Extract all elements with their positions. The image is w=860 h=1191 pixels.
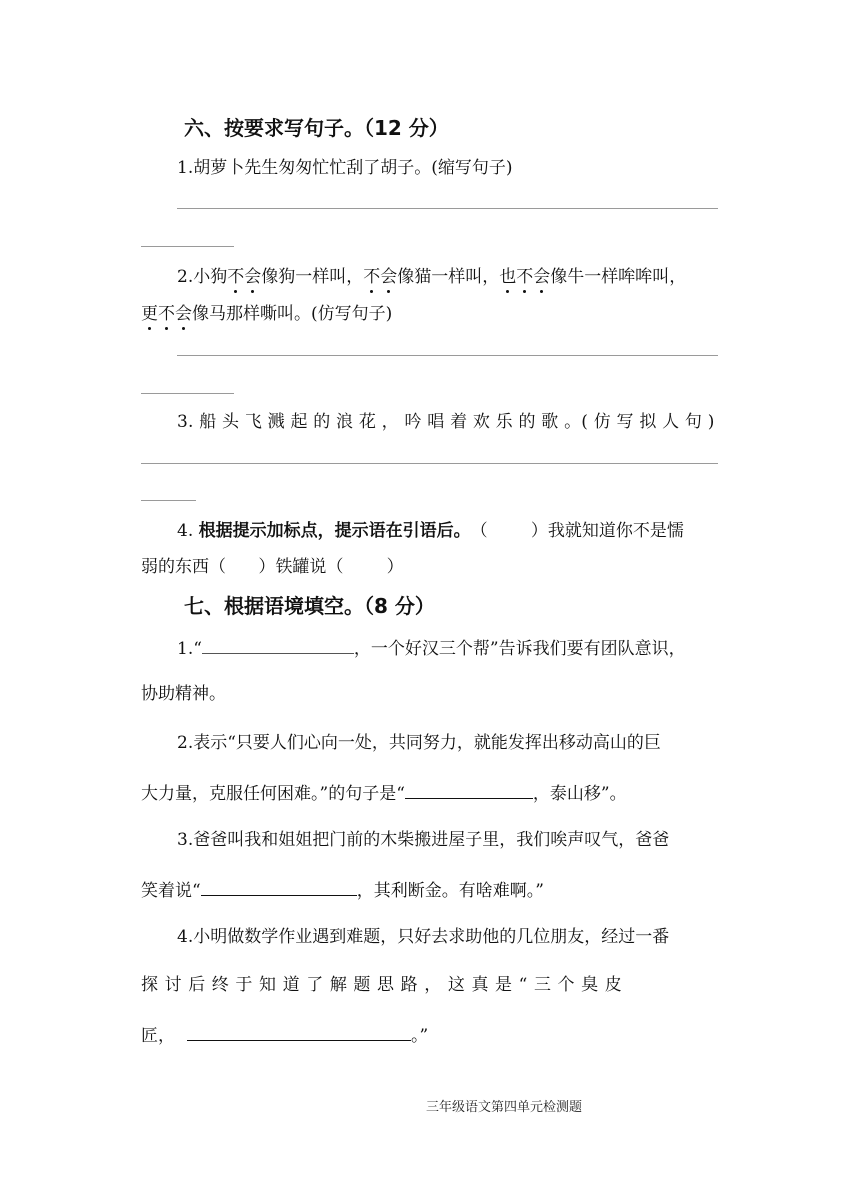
q62-text-g: 像牛一样哞哞叫， <box>550 267 687 287</box>
q64-number: 4. <box>177 521 199 541</box>
fill-blank-7-3[interactable] <box>201 877 357 896</box>
page-footer: 三年级语文第四单元检测题 <box>426 1100 583 1115</box>
q64-line2-b: 铁罐说 <box>275 557 327 577</box>
question-7-1-line-2: 协助精神。 <box>141 684 226 704</box>
q72-line2-a: 大力量，克服任何困难。”的句子是“ <box>141 784 405 804</box>
answer-line-6-3b[interactable] <box>141 500 196 501</box>
question-7-3-line-1: 3.爸爸叫我和姐姐把门前的木柴搬进屋子里，我们唉声叹气，爸爸 <box>177 830 670 850</box>
q73-line2-b: ，其利断金。有啥难啊。” <box>356 881 544 901</box>
punctuation-blank-1[interactable]: （ ） <box>470 521 548 541</box>
question-7-2-line-1: 2.表示“只要人们心向一处，共同努力，就能发挥出移动高山的巨 <box>177 733 661 753</box>
q62-text-c: 像狗一样叫， <box>261 267 364 287</box>
question-6-4-line-2 <box>141 556 404 578</box>
q62-text-e: 像猫一样叫， <box>397 267 500 287</box>
q62-text-a: 2.小狗 <box>177 267 228 287</box>
q73-line2-a: 笑着说“ <box>141 881 201 901</box>
emphasis-dots-3: 也不会 <box>499 267 551 287</box>
question-6-1: 1.胡萝卜先生匆匆忙忙刮了胡子。(缩写句子) <box>177 158 513 178</box>
answer-line-6-2a[interactable] <box>177 355 718 356</box>
q72-line2-b: ，泰山移”。 <box>532 784 627 804</box>
q71-open: 1.“ <box>177 639 202 659</box>
question-6-2-line-2 <box>141 303 392 325</box>
answer-line-6-1b[interactable] <box>141 246 234 247</box>
q64-line2-a: 弱的东西 <box>141 557 209 577</box>
punctuation-blank-2[interactable]: （ ） <box>209 557 276 577</box>
question-7-4-line-2: 探 讨 后 终 于 知 道 了 解 题 思 路 ， 这 真 是 “ 三 个 臭 皮 <box>141 975 623 995</box>
answer-line-6-1a[interactable] <box>177 208 718 209</box>
question-6-3: 3. 船 头 飞 溅 起 的 浪 花 ， 吟 唱 着 欢 乐 的 歌 。( 仿 写 拟 人 句 ) <box>177 412 715 432</box>
q62-text-line2: 像马那样嘶叫。(仿写句子) <box>192 304 393 324</box>
answer-line-6-2b[interactable] <box>141 393 234 394</box>
q74-line3-b: 。” <box>411 1026 429 1046</box>
punctuation-blank-3[interactable]: （ ） <box>326 557 404 577</box>
q71-rest: ，一个好汉三个帮”告诉我们要有团队意识， <box>353 639 686 659</box>
q74-line3-a: 匠， <box>141 1026 175 1046</box>
fill-blank-7-4[interactable] <box>187 1022 411 1041</box>
question-7-3-line-2 <box>141 877 544 902</box>
emphasis-dots-2: 不会 <box>363 267 398 287</box>
fill-blank-7-2[interactable] <box>405 780 533 799</box>
section-6-heading: 六、按要求写句子。（12 分） <box>184 116 449 140</box>
question-6-2-line-1 <box>177 266 686 288</box>
question-7-2-line-2 <box>141 780 627 805</box>
question-7-4-line-3 <box>141 1022 428 1047</box>
fill-blank-7-1[interactable] <box>202 635 354 654</box>
q64-instruction: 根据提示加标点，提示语在引语后。 <box>198 521 471 541</box>
section-7-heading: 七、根据语境填空。（8 分） <box>184 594 435 618</box>
answer-line-6-3a[interactable] <box>141 463 718 464</box>
question-7-1-line-1 <box>177 635 686 660</box>
emphasis-dots-1: 不会 <box>227 267 262 287</box>
question-7-4-line-1: 4.小明做数学作业遇到难题，只好去求助他的几位朋友，经过一番 <box>177 927 670 947</box>
q64-line1-rest: 我就知道你不是懦 <box>547 521 684 541</box>
question-6-4-line-1 <box>177 520 684 542</box>
emphasis-dots-4: 更不会 <box>141 304 192 324</box>
